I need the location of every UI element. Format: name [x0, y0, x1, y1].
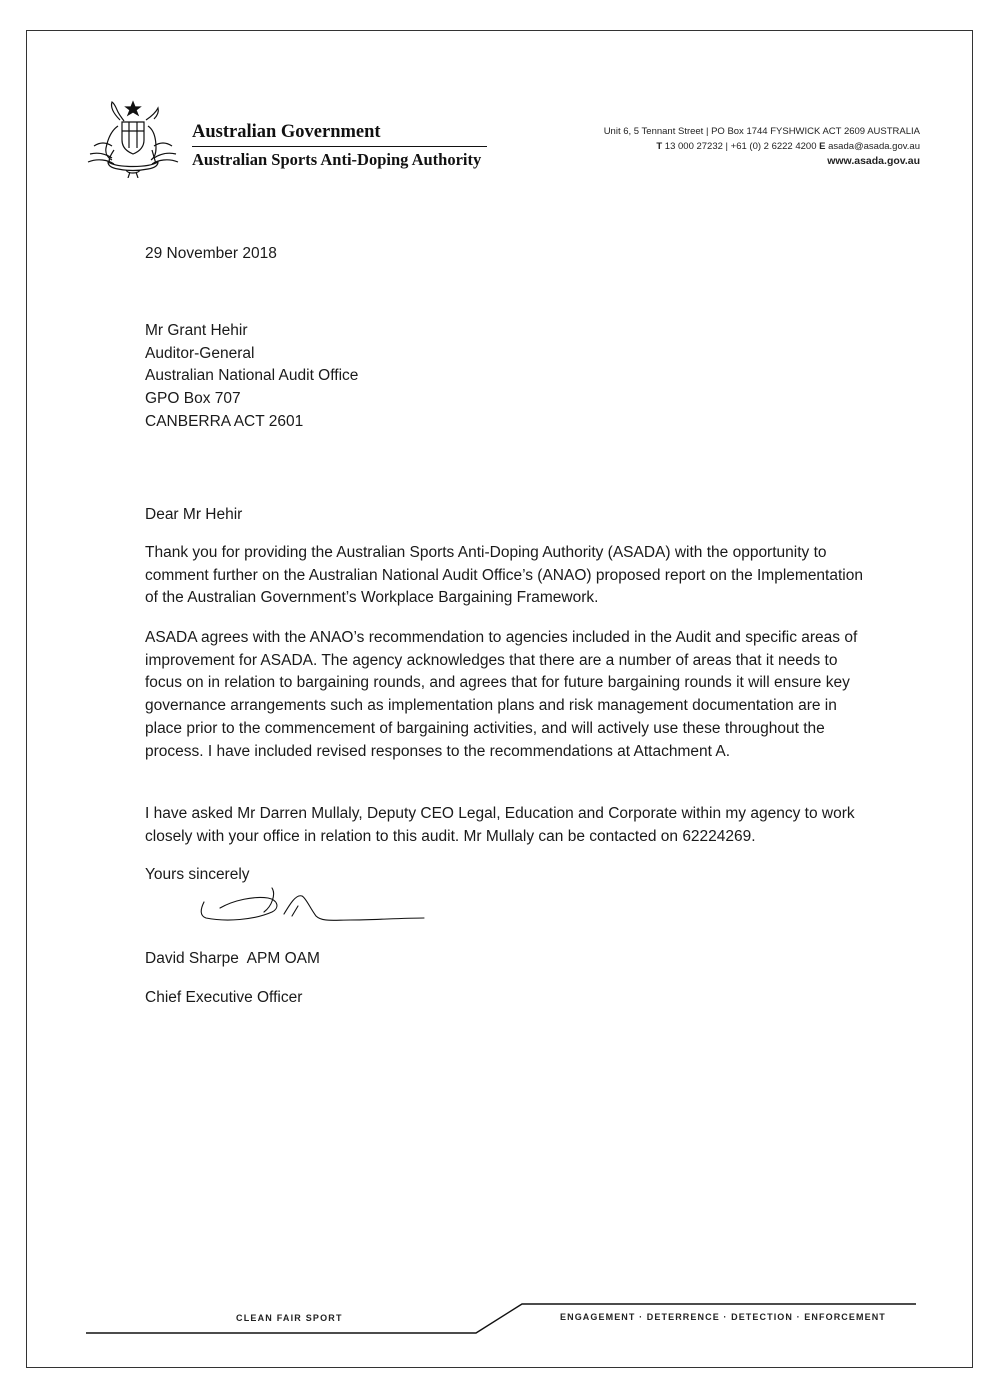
postal-address: Unit 6, 5 Tennant Street | PO Box 1744 FYSHWICK ACT 2609 AUSTRALIA [603, 126, 920, 137]
government-name: Australian Government [192, 121, 487, 147]
footer-tagline-left: CLEAN FAIR SPORT [236, 1313, 343, 1323]
recipient-line: Australian National Audit Office [145, 367, 359, 385]
letter-date: 29 November 2018 [145, 245, 277, 262]
closing: Yours sincerely [145, 866, 250, 883]
letterhead-title-block [192, 121, 492, 171]
footer-tagline-right: ENGAGEMENT · DETERRENCE · DETECTION · ENFORCEMENT [560, 1312, 886, 1322]
body-paragraph: ASADA agrees with the ANAO’s recommendation to agencies included in the Audit and specific areas of improvement for ASADA. The agency acknowledges that there are a number of areas that it needs to focus on in relation to bargaining rounds, and agrees that for future bargaining rounds it will ensure key governance arrangements such as implementation plans and risk management documentation are in place prior to the commencement of bargaining activities, and will actively use these throughout the process. I have included revised responses to the recommendations at Attachment A. [145, 629, 858, 760]
recipient-address [145, 320, 358, 434]
body-paragraph: Thank you for providing the Australian Sports Anti-Doping Authority (ASADA) with the opportunity to comment further on the Australian National Audit Office’s (ANAO) proposed report on the Implementation of the Australian Government’s Workplace Bargaining Framework. [145, 544, 863, 607]
salutation: Dear Mr Hehir [145, 506, 243, 523]
coat-of-arms-icon [86, 100, 180, 178]
recipient-line: GPO Box 707 [145, 390, 241, 408]
contact-block [604, 124, 920, 169]
phone-email-line [604, 139, 920, 154]
recipient-line: CANBERRA ACT 2601 [145, 412, 304, 430]
signatory-title: Chief Executive Officer [145, 989, 303, 1006]
email-address[interactable]: asada@asada.gov.au [828, 141, 920, 152]
phone-number: 13 000 27232 | +61 (0) 2 6222 4200 [664, 141, 817, 152]
recipient-line: Mr Grant Hehir [145, 322, 248, 339]
body-paragraph: I have asked Mr Darren Mullaly, Deputy CEO Legal, Education and Corporate within my agency to work closely with your office in relation to this audit. Mr Mullaly can be contacted on 62224269. [145, 805, 855, 845]
website-link[interactable]: www.asada.gov.au [827, 155, 920, 167]
recipient-line: Auditor-General [145, 344, 255, 362]
email-label: E [819, 141, 826, 152]
phone-label: T [656, 141, 663, 152]
handwritten-signature [196, 884, 436, 930]
agency-name: Australian Sports Anti-Doping Authority [192, 150, 482, 169]
signatory-name: David Sharpe APM OAM [145, 950, 320, 967]
